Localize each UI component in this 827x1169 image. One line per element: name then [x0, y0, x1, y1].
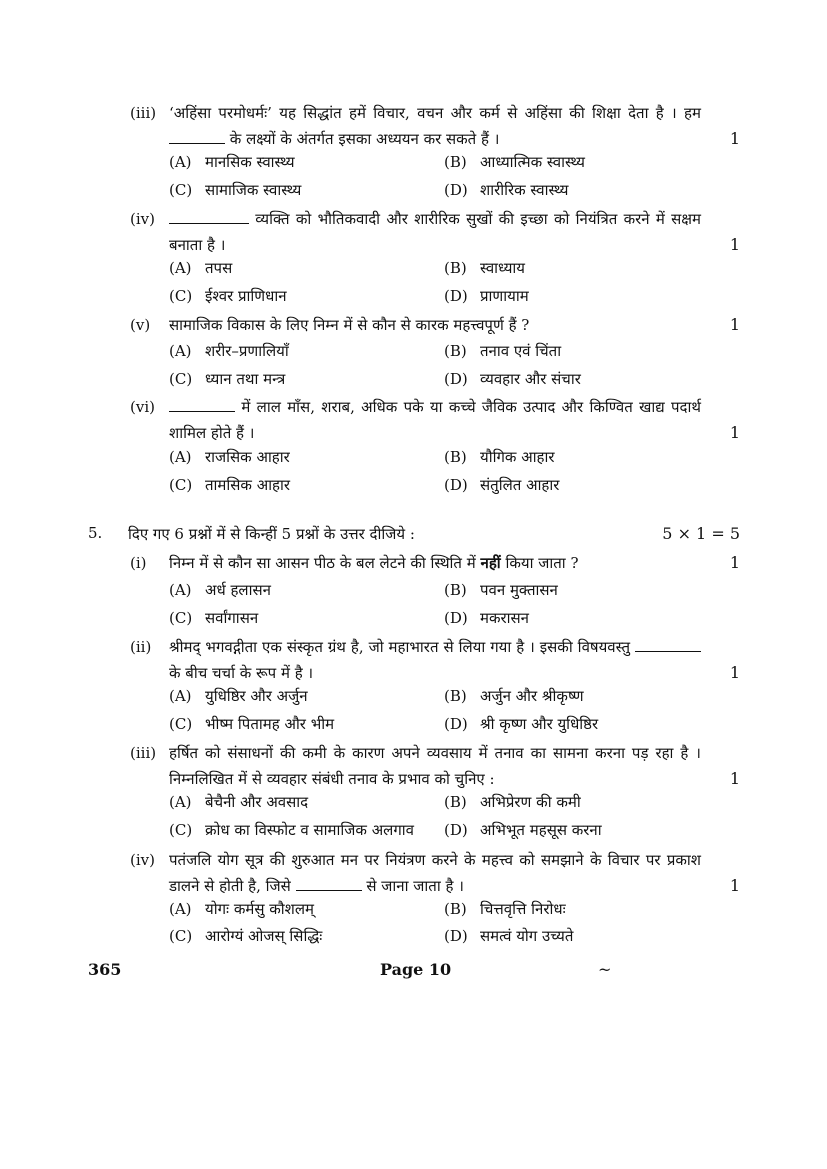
section-instruction: दिए गए 6 प्रश्नों में से किन्हीं 5 प्रश्नों के उत्तर दीजिये : — [128, 525, 415, 543]
question-number: (iv) — [130, 210, 155, 228]
answer-blank — [635, 637, 701, 652]
option-b: (B) अर्जुन और श्रीकृष्ण — [444, 687, 584, 705]
option-d: (D) शारीरिक स्वास्थ्य — [444, 181, 569, 199]
option-c: (C) तामसिक आहार — [169, 476, 291, 494]
answer-blank — [296, 876, 362, 891]
question-number: (iii) — [130, 104, 157, 122]
question-text: पतंजलि योग सूत्र की शुरुआत मन पर नियंत्रण करने के महत्त्व को समझाने के विचार पर प्रकाश डालने से होती है, जिसे से जाना जाता है । — [169, 851, 701, 895]
answer-blank — [169, 129, 225, 144]
option-a: (A) बेचैनी और अवसाद — [169, 793, 309, 811]
question-text: निम्न में से कौन सा आसन पीठ के बल लेटने की स्थिति में नहीं किया जाता ? — [169, 554, 579, 572]
question-5-i — [130, 550, 740, 576]
option-b: (B) स्वाध्याय — [444, 259, 525, 277]
question-text: हर्षित को संसाधनों की कमी के कारण अपने व्यवसाय में तनाव का सामना करना पड़ रहा है । निम्नलिखित में से व्यवहार संबंधी तनाव के प्रभाव को चुनिए : — [169, 744, 701, 788]
question-number: (ii) — [130, 638, 152, 656]
question-number: (iii) — [130, 744, 157, 762]
question-marks: 1 — [729, 876, 740, 895]
question-marks: 1 — [729, 129, 740, 148]
answer-blank — [169, 397, 235, 412]
option-c: (C) ध्यान तथा मन्त्र — [169, 370, 286, 388]
question-4-v — [130, 312, 740, 338]
option-d: (D) अभिभूत महसूस करना — [444, 821, 602, 839]
answer-blank — [169, 209, 249, 224]
option-c: (C) ईश्वर प्राणिधान — [169, 287, 287, 305]
option-b: (B) पवन मुक्तासन — [444, 581, 558, 599]
option-a: (A) योगः कर्मसु कौशलम् — [169, 900, 314, 918]
footer-mark: ~ — [598, 960, 612, 979]
option-a: (A) तपस — [169, 259, 233, 277]
option-d: (D) व्यवहार और संचार — [444, 370, 581, 388]
paper-code: 365 — [88, 960, 122, 979]
option-d: (D) समत्वं योग उच्यते — [444, 927, 574, 945]
option-a: (A) मानसिक स्वास्थ्य — [169, 153, 295, 171]
question-text: व्यक्ति को भौतिकवादी और शारीरिक सुखों की इच्छा को नियंत्रित करने में सक्षम बनाता है । — [169, 210, 701, 254]
option-d: (D) संतुलित आहार — [444, 476, 560, 494]
question-4-vi — [130, 394, 740, 446]
question-marks: 1 — [729, 663, 740, 682]
section-number: 5. — [88, 524, 103, 542]
option-b: (B) अभिप्रेरण की कमी — [444, 793, 581, 811]
section-marks: 5 × 1 = 5 — [662, 524, 740, 543]
question-marks: 1 — [729, 423, 740, 442]
option-c: (C) भीष्म पितामह और भीम — [169, 715, 335, 733]
question-marks: 1 — [729, 553, 740, 572]
question-text: ‘अहिंसा परमोधर्मः’ यह सिद्धांत हमें विचार, वचन और कर्म से अहिंसा की शिक्षा देता है । हम के लक्ष्यों के अंतर्गत इसका अध्ययन कर सकते हैं । — [169, 104, 701, 148]
page-number: Page 10 — [380, 960, 452, 979]
question-number: (v) — [130, 316, 151, 334]
option-a: (A) युधिष्ठिर और अर्जुन — [169, 687, 308, 705]
question-text: में लाल माँस, शराब, अधिक पके या कच्चे जैविक उत्पाद और किण्वित खाद्य पदार्थ शामिल होते हैं । — [169, 398, 701, 442]
option-a: (A) राजसिक आहार — [169, 448, 290, 466]
emphasis-word: नहीं — [480, 554, 501, 572]
question-number: (iv) — [130, 851, 155, 869]
option-c: (C) क्रोध का विस्फोट व सामाजिक अलगाव — [169, 821, 415, 839]
question-marks: 1 — [729, 315, 740, 334]
question-marks: 1 — [729, 769, 740, 788]
question-text: श्रीमद् भगवद्गीता एक संस्कृत ग्रंथ है, जो महाभारत से लिया गया है । इसकी विषयवस्तु के बीच चर्चा के रूप में है । — [169, 634, 701, 686]
option-b: (B) तनाव एवं चिंता — [444, 342, 562, 360]
question-number: (i) — [130, 554, 147, 572]
question-5-iv — [130, 847, 740, 899]
question-marks: 1 — [729, 235, 740, 254]
option-d: (D) प्राणायाम — [444, 287, 529, 305]
option-a: (A) अर्ध हलासन — [169, 581, 271, 599]
option-d: (D) मकरासन — [444, 609, 529, 627]
question-4-iv — [130, 206, 740, 258]
question-5-ii — [130, 634, 740, 686]
option-c: (C) सर्वांगासन — [169, 609, 259, 627]
option-c: (C) आरोग्यं ओजस् सिद्धिः — [169, 927, 323, 945]
question-text: सामाजिक विकास के लिए निम्न में से कौन से कारक महत्त्वपूर्ण हैं ? — [169, 316, 530, 334]
option-b: (B) यौगिक आहार — [444, 448, 555, 466]
option-a: (A) शरीर–प्रणालियाँ — [169, 342, 289, 360]
question-number: (vi) — [130, 398, 155, 416]
question-4-iii — [130, 100, 740, 152]
option-b: (B) आध्यात्मिक स्वास्थ्य — [444, 153, 585, 171]
option-b: (B) चित्तवृत्ति निरोधः — [444, 900, 566, 918]
question-5-iii — [130, 740, 740, 792]
option-c: (C) सामाजिक स्वास्थ्य — [169, 181, 302, 199]
option-d: (D) श्री कृष्ण और युधिष्ठिर — [444, 715, 599, 733]
